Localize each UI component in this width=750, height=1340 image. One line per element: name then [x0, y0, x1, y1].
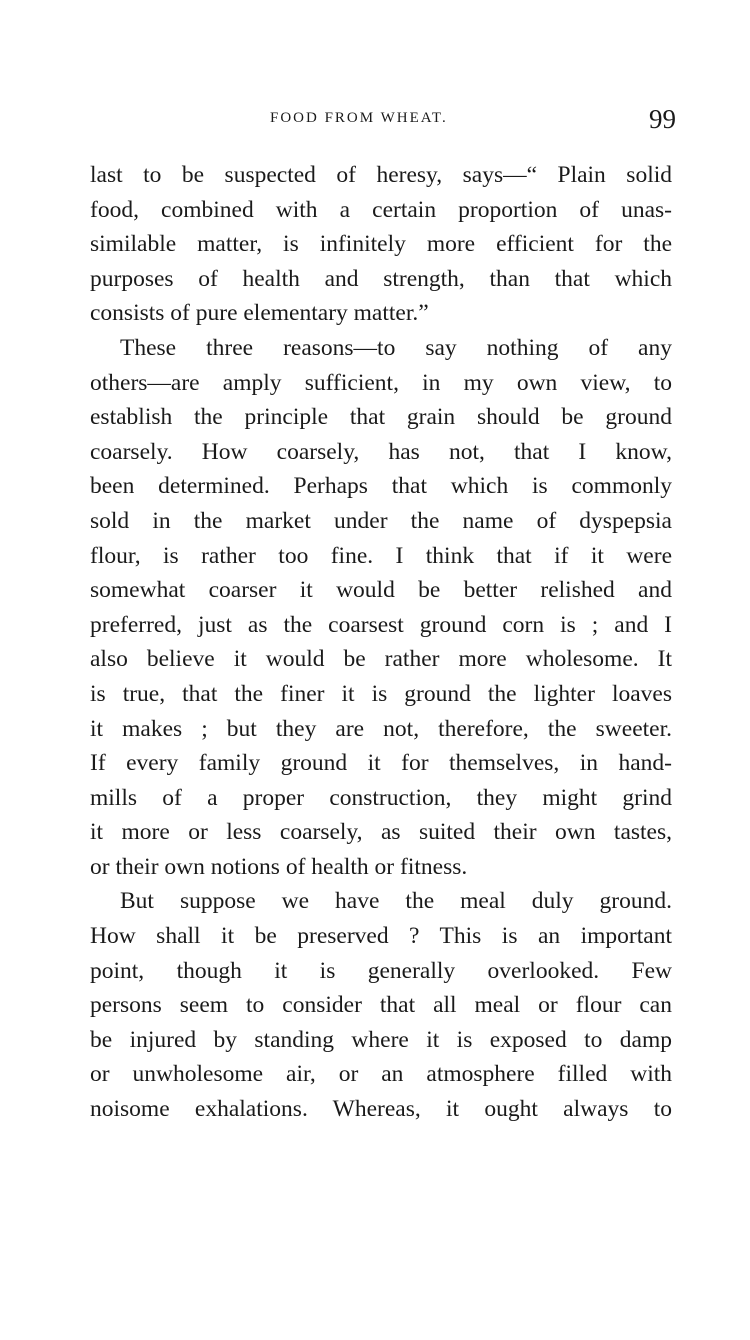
text-line: be injured by standing where it is exposed to damp [90, 1026, 672, 1053]
text-line: flour, is rather too fine. I think that if it were [90, 542, 672, 569]
body-text [90, 158, 672, 1127]
running-title: FOOD FROM WHEAT. [270, 110, 448, 126]
text-line: others—are amply sufficient, in my own view, to [90, 369, 672, 396]
text-line: persons seem to consider that all meal or flour can [90, 992, 672, 1019]
text-line: mills of a proper construction, they might grind [90, 784, 672, 811]
text-line: also believe it would be rather more wholesome. It [90, 646, 672, 673]
text-line: been determined. Perhaps that which is commonly [90, 473, 672, 500]
text-line: somewhat coarser it would be better relished and [90, 577, 672, 604]
page-number: 99 [649, 104, 676, 134]
text-line: If every family ground it for themselves, in hand- [90, 750, 672, 777]
text-line: last to be suspected of heresy, says—“ Plain solid [90, 162, 672, 188]
running-head [90, 104, 680, 138]
text-line: coarsely. How coarsely, has not, that I know, [90, 438, 672, 465]
text-line: noisome exhalations. Whereas, it ought always to [90, 1096, 672, 1123]
text-line: preferred, just as the coarsest ground corn is ; and I [90, 611, 672, 638]
text-line: it makes ; but they are not, therefore, the sweeter. [90, 715, 672, 742]
text-line: point, though it is generally overlooked. Few [90, 957, 672, 984]
text-line: purposes of health and strength, than that which [90, 265, 672, 292]
text-line: or their own notions of health or fitness. [90, 853, 468, 880]
text-line: establish the principle that grain should be ground [90, 404, 672, 431]
text-line: How shall it be preserved ? This is an important [90, 923, 672, 950]
text-line: consists of pure elementary matter.” [90, 300, 429, 327]
paragraph-start-line: These three reasons—to say nothing of any [120, 334, 672, 361]
text-line: food, combined with a certain proportion of unas- [90, 196, 672, 223]
text-line: it more or less coarsely, as suited their own tastes, [90, 819, 672, 846]
text-line: or unwholesome air, or an atmosphere filled with [90, 1061, 672, 1088]
text-line: similable matter, is infinitely more efficient for the [90, 231, 672, 258]
text-line: sold in the market under the name of dyspepsia [90, 507, 672, 534]
paragraph-start-line: But suppose we have the meal duly ground. [120, 888, 672, 915]
text-line: is true, that the finer it is ground the lighter loaves [90, 680, 672, 707]
